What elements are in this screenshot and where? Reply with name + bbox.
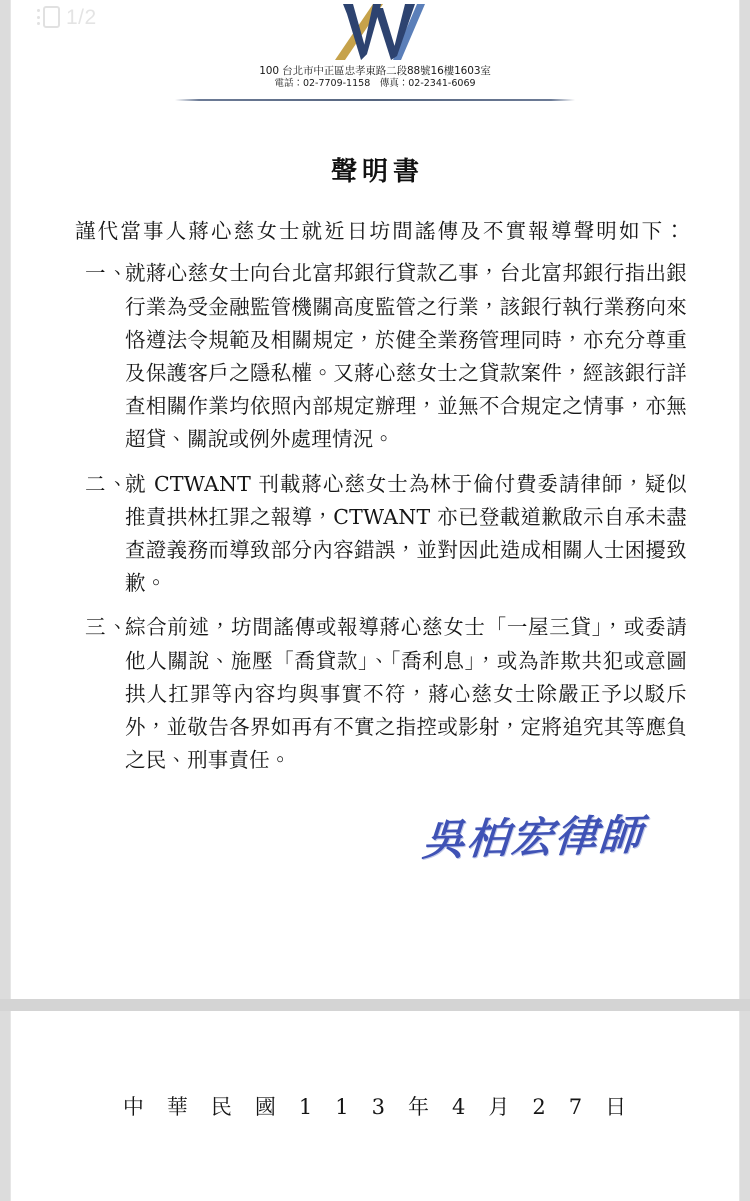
firm-logo-icon <box>11 2 739 64</box>
clause-marker: 三、 <box>85 615 130 640</box>
date-line <box>11 1011 739 1201</box>
clause-marker: 一、 <box>85 261 130 286</box>
document-body <box>11 151 739 866</box>
document-title: 聲明書 <box>330 156 424 187</box>
clause-item <box>63 257 687 456</box>
firm-address-block <box>11 65 739 91</box>
date-text: 中 華 民 國 1 1 3 年 4 月 2 7 日 <box>122 1095 628 1119</box>
document-page-1 <box>11 0 739 999</box>
clause-marker: 二、 <box>85 471 130 496</box>
clause-item <box>63 611 687 777</box>
signature-row <box>63 810 687 866</box>
page-indicator <box>36 0 97 34</box>
clause-text: 就蔣心慈女士向台北富邦銀行貸款乙事，台北富邦銀行指出銀行業為受金融監管機關高度監管之行業，該銀行執行業務向來恪遵法令規範及相關規定，於健全業務管理同時，亦充分尊重及保護客戶之隱私權。又蔣心慈女士之貸款案件，經該銀行詳查相關作業均依照內部規定辦理，並無不合規定之情事，亦無超貸、關說或例外處理情況。 <box>125 261 687 452</box>
document-page-2 <box>11 1011 739 1201</box>
carousel-pages-icon <box>36 6 60 28</box>
firm-address: 100 台北市中正區忠孝東路二段88號16樓1603室 <box>259 65 491 77</box>
firm-contact: 電話：02-7709-1158 傳真：02-2341-6069 <box>274 78 476 90</box>
clause-text: 就 CTWANT 刊載蔣心慈女士為林于倫付費委請律師，疑似推責拱林扛罪之報導，CTWANT 亦已登載道歉啟示自承未盡查證義務而導致部分內容錯誤，並對因此造成相關人士困擾致歉。 <box>125 471 687 596</box>
clause-text: 綜合前述，坊間謠傳或報導蔣心慈女士「一屋三貸」，或委請他人關說、施壓「喬貸款」、「喬利息」，或為詐欺共犯或意圖拱人扛罪等內容均與事實不符，蔣心慈女士除嚴正予以駁斥外，並敬告各界如再有不實之指控或影射，定將追究其等應負之民、刑事責任。 <box>125 615 687 773</box>
page-counter: 1/2 <box>66 5 97 29</box>
document-intro: 謹代當事人蔣心慈女士就近日坊間謠傳及不實報導聲明如下： <box>75 218 685 243</box>
lawyer-signature: 吳柏宏律師 <box>420 810 646 866</box>
clause-list <box>63 257 687 777</box>
letterhead-divider <box>175 99 575 101</box>
clause-item <box>63 468 687 601</box>
page-separator <box>0 999 750 1011</box>
letterhead <box>11 0 739 101</box>
